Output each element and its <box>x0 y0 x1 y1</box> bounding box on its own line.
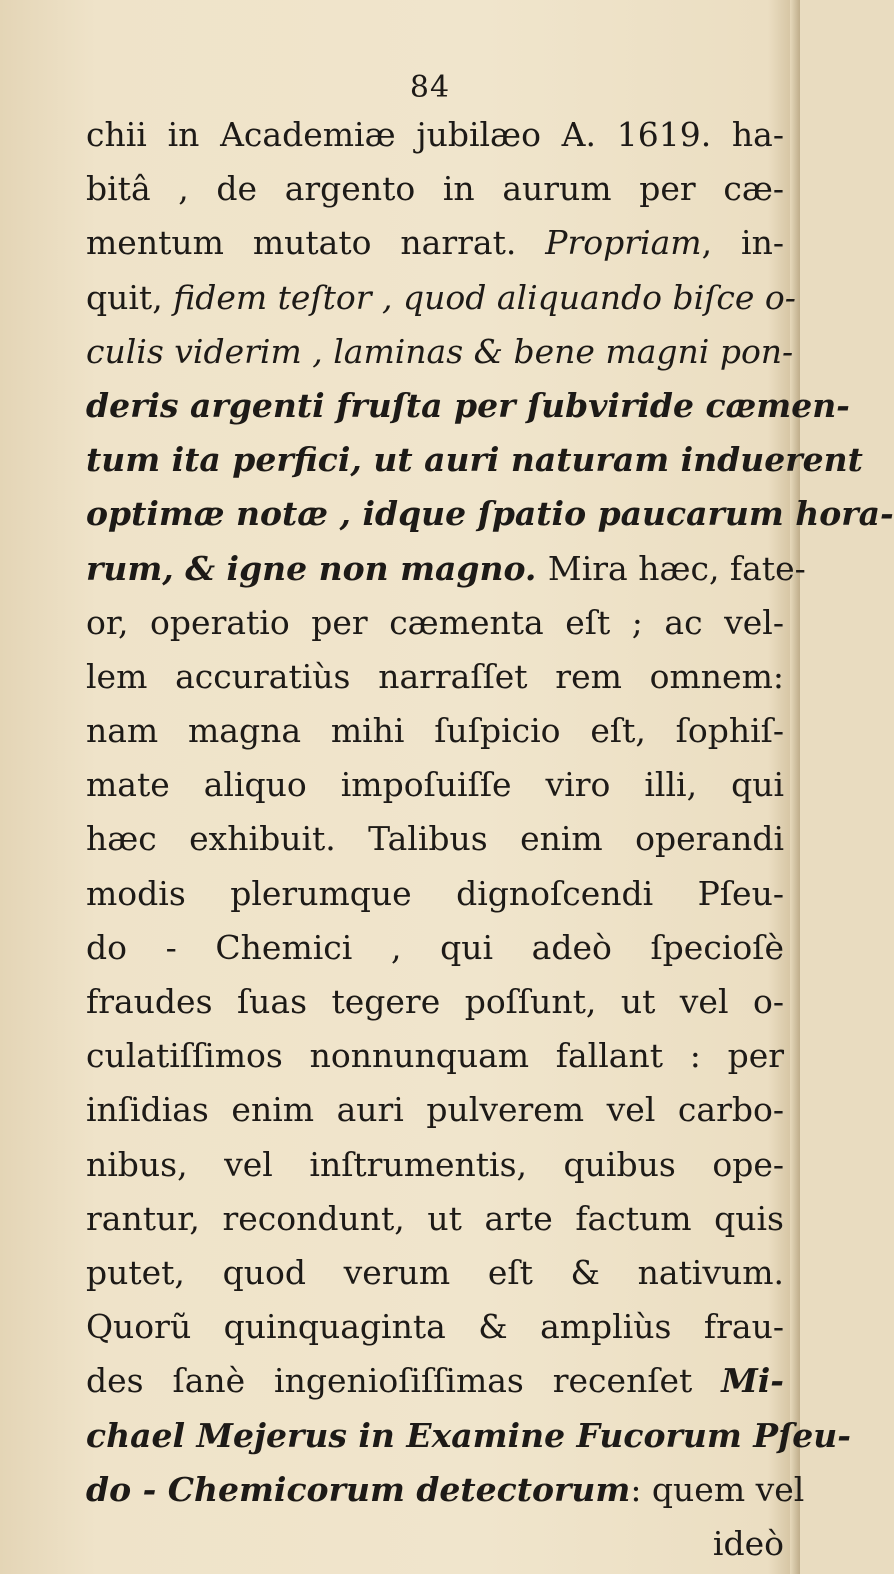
roman-text: culatiſſimos nonnunquam fallant : per <box>86 1036 784 1076</box>
page-number: 84 <box>409 70 451 105</box>
italic-text: optimæ notæ , idque ſpatio paucarum hora- <box>86 494 894 534</box>
roman-text: inſidias enim auri pulverem vel carbo- <box>86 1090 784 1130</box>
roman-text: do - Chemici , qui adeò ſpecioſè <box>86 927 784 967</box>
text-line <box>86 1029 784 1083</box>
italic-text: tum ita perfici, ut auri naturam induerent <box>86 440 863 480</box>
text-line <box>86 216 784 270</box>
italic-text: chael Mejerus in Examine Fucorum Pſeu- <box>86 1415 851 1455</box>
roman-text: or, operatio per cæmenta eſt ; ac vel- <box>86 602 784 642</box>
roman-text: mentum mutato narrat. <box>86 223 546 263</box>
roman-text: , in- <box>701 223 784 263</box>
roman-text: hæc exhibuit. Talibus enim operandi <box>86 819 784 859</box>
text-line <box>86 542 806 596</box>
page-edge <box>790 0 800 1574</box>
roman-text: bitâ , de argento in aurum per cæ- <box>86 169 784 209</box>
italic-text: rum, & igne non magno. <box>86 548 548 588</box>
text-line <box>86 867 784 921</box>
text-line <box>86 1192 784 1246</box>
text-line <box>86 379 850 433</box>
text-line <box>86 162 784 216</box>
text-line <box>86 108 784 162</box>
text-line <box>86 1300 784 1354</box>
roman-text: lem accuratiùs narraſſet rem omnem: <box>86 656 784 696</box>
text-line <box>86 271 796 325</box>
text-line <box>86 487 894 541</box>
text-line <box>86 1409 851 1463</box>
roman-text: rantur, recondunt, ut arte factum quis <box>86 1198 784 1238</box>
roman-text: mate aliquo impoſuiſſe viro illi, qui <box>86 765 784 805</box>
italic-text: Mi- <box>721 1361 784 1401</box>
roman-text: : quem vel <box>630 1469 805 1509</box>
roman-text: chii in Academiæ jubilæo A. 1619. ha- <box>86 115 784 154</box>
text-block <box>86 108 894 1571</box>
italic-text: deris argenti fruſta per ſubviride cæmen- <box>86 385 850 425</box>
text-line <box>86 325 794 379</box>
text-line <box>86 1138 784 1192</box>
italic-text: fidem teſtor , quod aliquando biſce o- <box>173 277 796 317</box>
roman-text: nam magna mihi ſuſpicio eſt, ſophiſ- <box>86 711 784 751</box>
roman-text: Quorũ quinquaginta & ampliùs frau- <box>86 1307 784 1347</box>
italic-text: Propriam <box>545 223 702 263</box>
roman-text: putet, quod verum eſt & nativum. <box>86 1252 784 1292</box>
text-line <box>86 1463 805 1517</box>
italic-text: do - Chemicorum detectorum <box>86 1469 631 1509</box>
text-line <box>86 758 784 812</box>
text-line <box>86 704 784 758</box>
text-line <box>86 596 784 650</box>
catchword: ideò <box>712 1523 784 1563</box>
text-line <box>86 1354 784 1408</box>
text-line <box>86 1083 784 1137</box>
text-line <box>86 1246 784 1300</box>
text-line <box>86 433 863 487</box>
roman-text: quit, <box>86 277 174 317</box>
text-line <box>86 812 784 866</box>
italic-text: culis viderim , laminas & bene magni pon- <box>86 331 794 371</box>
roman-text: fraudes ſuas tegere poſſunt, ut vel o- <box>86 982 784 1021</box>
roman-text: nibus, vel inſtrumentis, quibus ope- <box>86 1144 784 1184</box>
roman-text: Mira hæc, fate- <box>547 548 806 588</box>
text-line <box>86 921 784 975</box>
text-line <box>86 975 784 1029</box>
roman-text: des ſanè ingenioſiſſimas recenſet <box>86 1361 722 1401</box>
text-line <box>86 650 784 704</box>
roman-text: modis plerumque dignoſcendi Pſeu- <box>86 873 784 913</box>
